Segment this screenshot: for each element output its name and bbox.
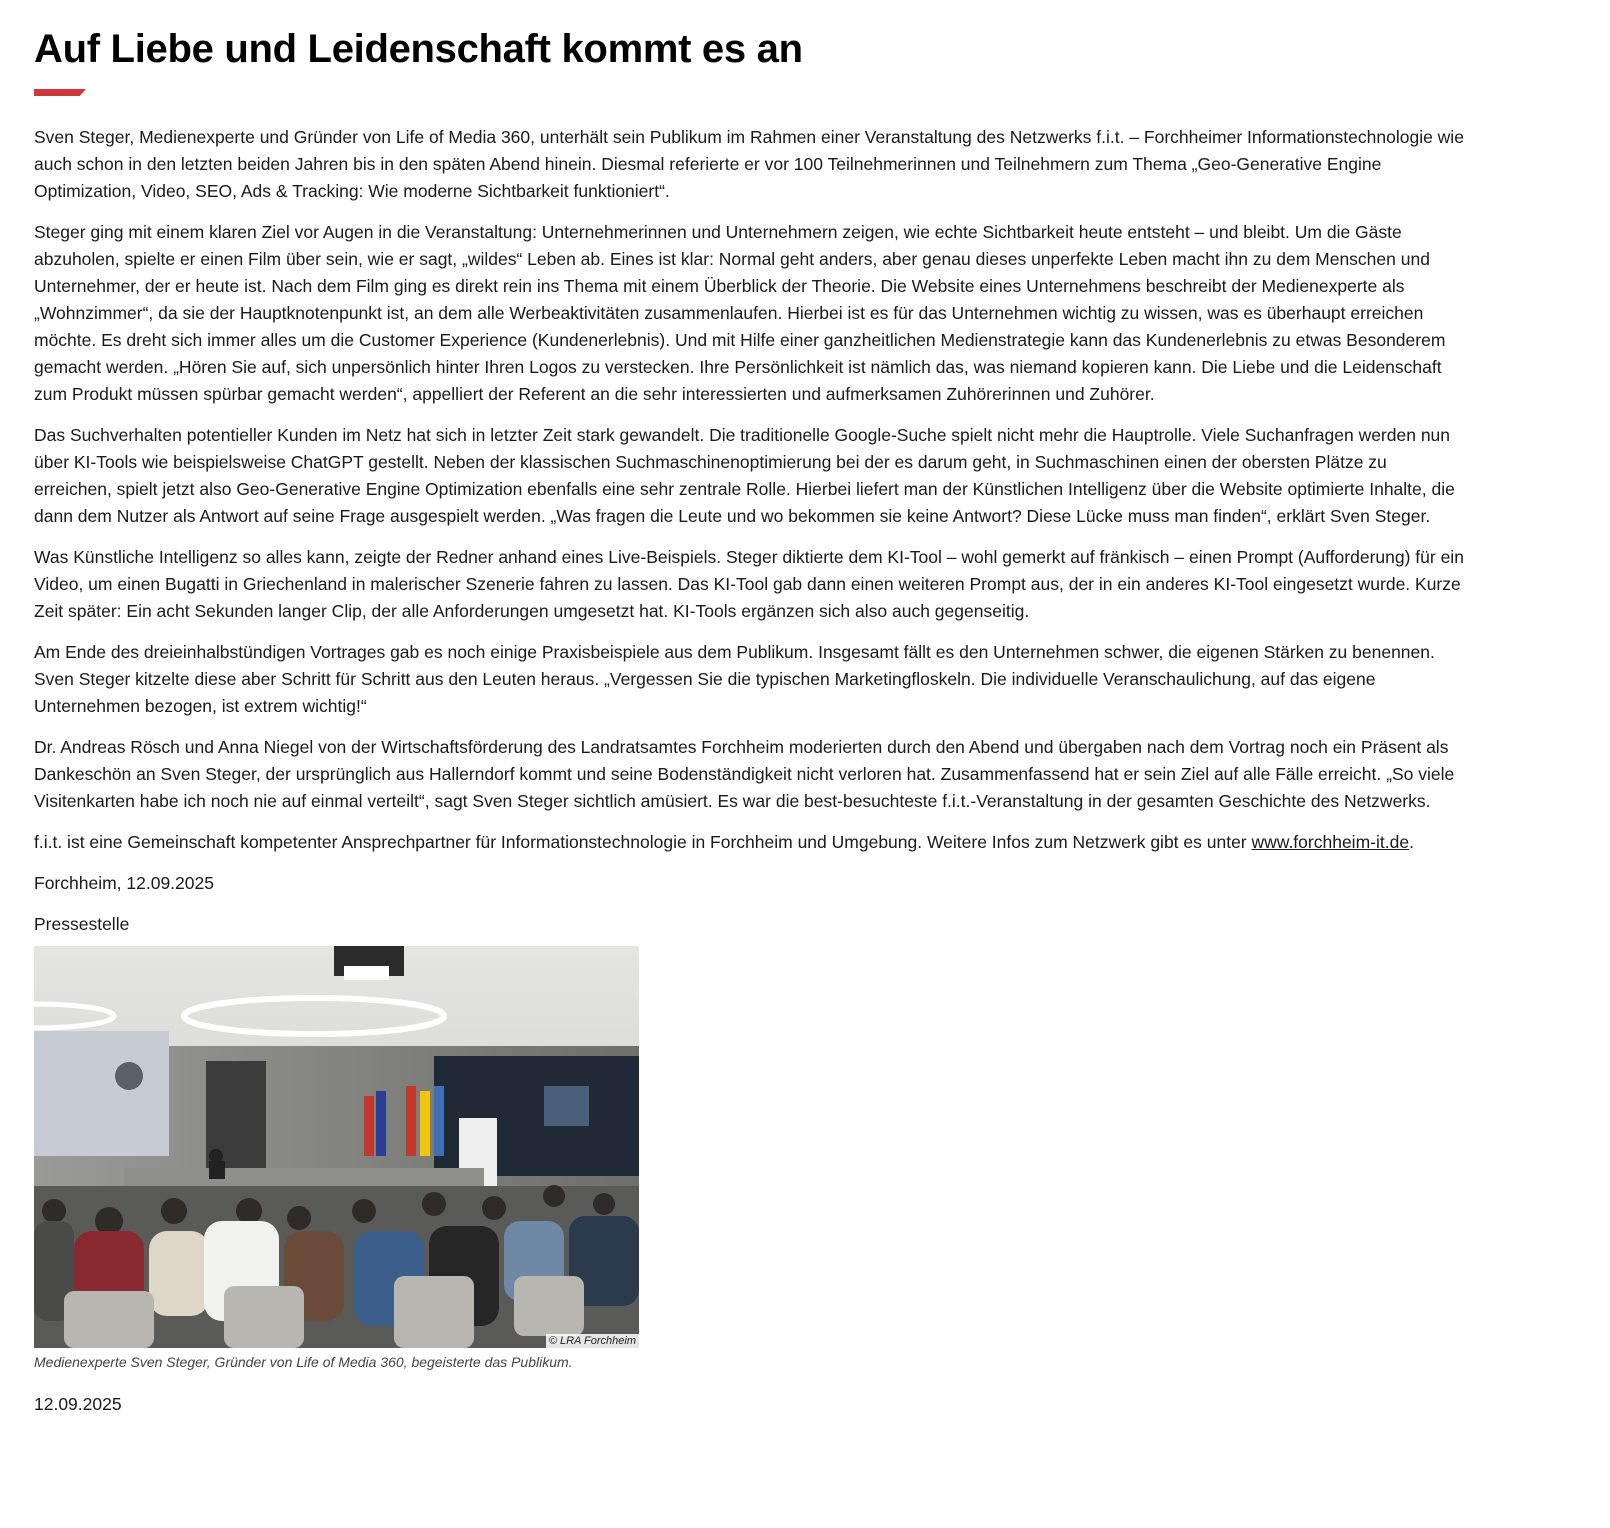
closing-text: f.i.t. ist eine Gemeinschaft kompetenter Ansprechpartner für Informationstechnologie in Forchheim und Umgebung. Weitere Infos zum Netzwerk gibt es unter bbox=[34, 832, 1252, 852]
paragraph-6: Dr. Andreas Rösch und Anna Niegel von der Wirtschaftsförderung des Landratsamtes Forchheim moderierten durch den Abend und übergaben nach dem Vortrag noch ein Präsent als Dankeschön an Sven Steger, der ursprünglich aus Hallerndorf kommt und seine Bodenständigkeit nicht verloren hat. Zusammenfassend hat er sein Ziel auf alle Fälle erreicht. „So viele Visitenkarten habe ich noch nie auf einmal verteilt“, sagt Sven Steger sichtlich amüsiert. Es war die best-besuchteste f.i.t.-Veranstaltung in der gesamten Geschichte des Netzwerks. bbox=[34, 737, 1455, 811]
paragraph-4: Was Künstliche Intelligenz so alles kann, zeigte der Redner anhand eines Live-Beispiels. Steger diktierte dem KI-Tool – wohl gemerkt auf fränkisch – einen Prompt (Aufforderung) für ein Video, um einen Bugatti in Griechenland in malerischer Szenerie fahren zu lassen. Das KI-Tool gab dann einen weiteren Prompt aus, der in ein anderes KI-Tool eingesetzt wurde. Kurze Zeit später: Ein acht Sekunden langer Clip, der alle Anforderungen umgesetzt hat. KI-Tools ergänzen sich also auch gegenseitig. bbox=[34, 547, 1464, 621]
event-photo-illustration bbox=[34, 946, 639, 1348]
closing-end: . bbox=[1409, 832, 1414, 852]
paragraph-2: Steger ging mit einem klaren Ziel vor Augen in die Veranstaltung: Unternehmerinnen und Unternehmern zeigen, wie echte Sichtbarkeit heute entsteht – und bleibt. Um die Gäste abzuholen, spielte er einen Film über sein, wie er sagt, „wildes“ Leben ab. Eines ist klar: Normal geht anders, aber genau dieses unperfekte Leben macht ihn zu dem Menschen und Unternehmer, der er heute ist. Nach dem Film ging es direkt rein ins Thema mit einem Überblick der Theorie. Die Website eines Unternehmens beschreibt der Medienexperte als „Wohnzimmer“, da sie der Hauptknotenpunkt ist, an dem alle Werbeaktivitäten zusammenlaufen. Hierbei ist es für das Unternehmen wichtig zu wissen, was es überhaupt erreichen möchte. Es dreht sich immer alles um die Customer Experience (Kundenerlebnis). Und mit Hilfe einer ganzheitlichen Medienstrategie kann das Kundenerlebnis zu etwas Besonderem gemacht werden. „Hören Sie auf, sich unpersönlich hinter Ihren Logos zu verstecken. Ihre Persönlichkeit ist nämlich das, was niemand kopieren kann. Die Liebe und die Leidenschaft zum Produkt müssen spürbar gemacht werden“, appelliert der Referent an die sehr interessierten und aufmerksamen Zuhörerinnen und Zuhörer. bbox=[34, 222, 1446, 404]
article-date: 12.09.2025 bbox=[34, 1394, 122, 1414]
paragraph-closing bbox=[34, 829, 1464, 856]
event-photo bbox=[34, 946, 639, 1348]
image-caption: Medienexperte Sven Steger, Gründer von Life of Media 360, begeisterte das Publikum. bbox=[34, 1354, 573, 1370]
author: Pressestelle bbox=[34, 914, 130, 934]
place-date: Forchheim, 12.09.2025 bbox=[34, 873, 214, 893]
forchheim-it-link[interactable]: www.forchheim-it.de bbox=[1251, 832, 1410, 852]
image-credit: © LRA Forchheim bbox=[546, 1334, 639, 1348]
paragraph-5: Am Ende des dreieinhalbstündigen Vortrages gab es noch einige Praxisbeispiele aus dem Publikum. Insgesamt fällt es den Unternehmen schwer, die eigenen Stärken zu benennen. Sven Steger kitzelte diese aber Schritt für Schritt aus den Leuten heraus. „Vergessen Sie die typischen Marketingfloskeln. Die individuelle Veranschaulichung, auf das eigene Unternehmen bezogen, ist extrem wichtig!“ bbox=[34, 642, 1435, 716]
title-accent-bar bbox=[34, 89, 86, 96]
article-body bbox=[34, 124, 1464, 1415]
article-title: Auf Liebe und Leidenschaft kommt es an bbox=[34, 27, 803, 71]
paragraph-3: Das Suchverhalten potentieller Kunden im Netz hat sich in letzter Zeit stark gewandelt. Die traditionelle Google-Suche spielt nicht mehr die Hauptrolle. Viele Suchanfragen werden nun über KI-Tools wie beispielsweise ChatGPT gestellt. Neben der klassischen Suchmaschinenoptimierung bei der es darum geht, in Suchmaschinen einen der obersten Plätze zu erreichen, spielt jetzt also Geo-Generative Engine Optimization ebenfalls eine sehr zentrale Rolle. Hierbei liefert man der Künstlichen Intelligenz über die Website optimierte Inhalte, die dann dem Nutzer als Antwort auf seine Frage ausgespielt werden. „Was fragen die Leute und wo bekommen sie keine Antwort? Diese Lücke muss man finden“, erklärt Sven Steger. bbox=[34, 425, 1455, 526]
paragraph-1: Sven Steger, Medienexperte und Gründer von Life of Media 360, unterhält sein Publikum im Rahmen einer Veranstaltung des Netzwerks f.i.t. – Forchheimer Informationstechnologie wie auch schon in den letzten beiden Jahren bis in den späten Abend hinein. Diesmal referierte er vor 100 Teilnehmerinnen und Teilnehmern zum Thema „Geo-Generative Engine Optimization, Video, SEO, Ads & Tracking: Wie moderne Sichtbarkeit funktioniert“. bbox=[34, 127, 1464, 201]
